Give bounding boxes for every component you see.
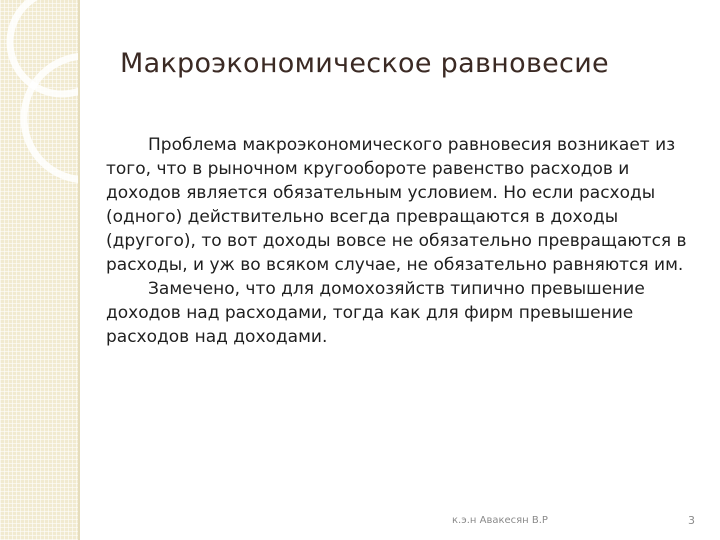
sidebar-divider: [78, 0, 80, 540]
footer-author: к.э.н Авакесян В.Р: [452, 515, 548, 526]
paragraph-2: Замечено, что для домохозяйств типично превышение доходов над расходами, тогда как для фирм превышение расходов над доходами.: [106, 279, 645, 347]
slide-body: [106, 133, 706, 349]
decorative-sidebar: [0, 0, 78, 540]
paragraph-1: Проблема макроэкономического равновесия возникает из того, что в рыночном кругообороте равенство расходов и доходов является обязательным условием. Но если расходы (одного) действительно всегда превращаются в доходы (другого), то вот доходы вовсе не обязательно превращаются в расходы, и уж во всяком случае, не обязательно равняются им.: [106, 135, 687, 275]
slide-title: Макроэкономическое равновесие: [120, 48, 609, 79]
decorative-circles: [0, 0, 78, 540]
page-number: 3: [688, 514, 695, 527]
